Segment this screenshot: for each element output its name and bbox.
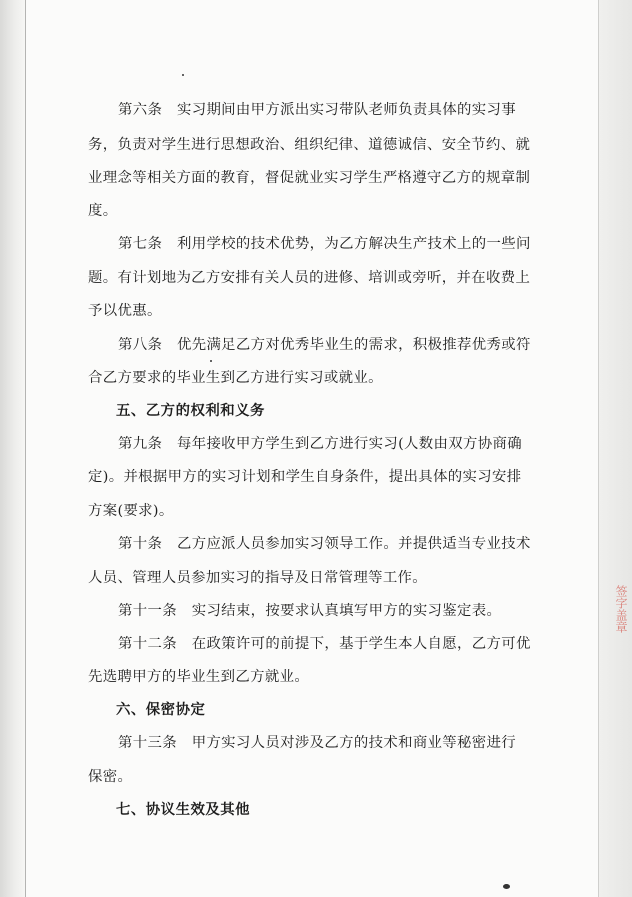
section-heading: 五、乙方的权利和义务 [116,402,265,419]
scan-speck [210,360,212,362]
scan-speck [182,74,184,76]
page-left-edge [0,0,26,897]
text-line: 第六条 实习期间由甲方派出实习带队老师负责具体的实习事 [118,102,516,118]
text-line: 题。有计划地为乙方安排有关人员的进修、培训或旁听，并在收费上 [88,270,531,286]
text-line: 务，负责对学生进行思想政治、组织纪律、道德诚信、安全节约、就 [88,137,531,153]
text-line: 第九条 每年接收甲方学生到乙方进行实习(人数由双方协商确 [118,436,522,452]
red-seal-fragment: 签字盖章 [614,585,628,633]
text-line: 第八条 优先满足乙方对优秀毕业生的需求，积极推荐优秀或符 [118,337,531,353]
text-line: 第七条 利用学校的技术优势，为乙方解决生产技术上的一些问 [118,236,531,252]
text-line: 保密。 [88,769,133,785]
text-line: 予以优惠。 [88,303,162,319]
section-heading: 六、保密协定 [116,701,206,718]
text-line: 业理念等相关方面的教育，督促就业实习学生严格遵守乙方的规章制 [88,170,531,186]
text-line: 方案(要求)。 [88,503,174,519]
text-line: 第十条 乙方应派人员参加实习领导工作。并提供适当专业技术 [118,536,531,552]
text-line: 第十三条 甲方实习人员对涉及乙方的技术和商业等秘密进行 [118,735,516,751]
text-line: 第十二条 在政策许可的前提下，基于学生本人自愿，乙方可优 [118,636,531,652]
text-line: 先选聘甲方的毕业生到乙方就业。 [88,669,310,685]
page-left-border [25,0,26,897]
scan-speck [503,884,510,889]
text-line: 定)。并根据甲方的实习计划和学生自身条件，提出具体的实习安排 [88,469,522,485]
page-right-border [598,0,599,897]
text-line: 第十一条 实习结束，按要求认真填写甲方的实习鉴定表。 [118,603,502,619]
page-right-strip [598,0,632,897]
text-line: 合乙方要求的毕业生到乙方进行实习或就业。 [88,370,383,386]
text-line: 人员、管理人员参加实习的指导及日常管理等工作。 [88,570,428,586]
section-heading: 七、协议生效及其他 [116,801,251,818]
text-line: 度。 [88,203,118,219]
